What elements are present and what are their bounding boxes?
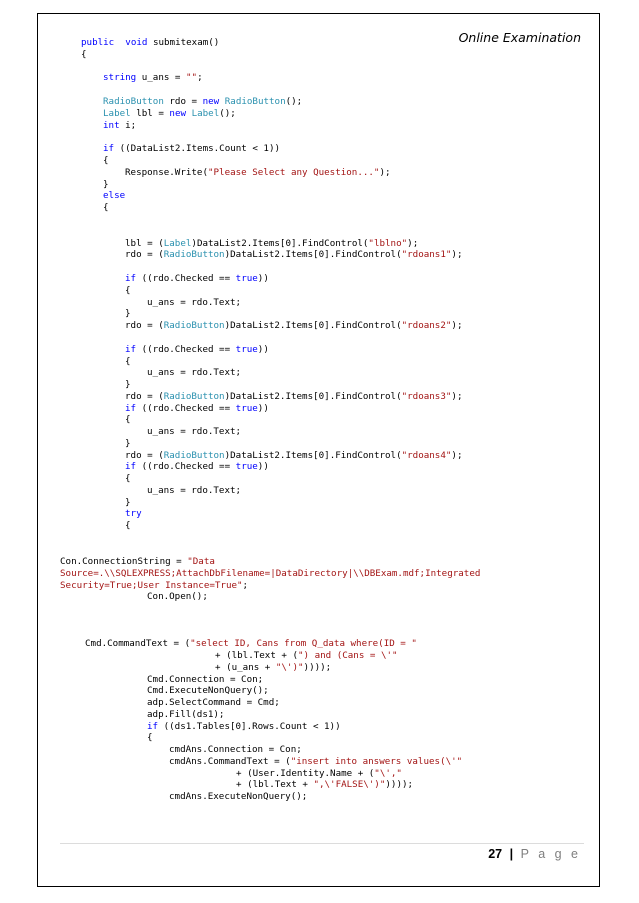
code-line bbox=[147, 426, 241, 437]
code-line bbox=[103, 202, 109, 213]
code-token: } bbox=[125, 308, 131, 319]
code-token: "rdoans4" bbox=[401, 450, 452, 461]
code-line bbox=[60, 580, 248, 591]
code-line bbox=[125, 320, 462, 331]
code-token: true bbox=[235, 273, 258, 284]
code-token: RadioButton bbox=[224, 96, 286, 107]
code-token: "Data bbox=[187, 556, 215, 567]
code-token: rdo = ( bbox=[125, 391, 164, 402]
code-token: else bbox=[103, 190, 126, 201]
code-token: } bbox=[103, 179, 109, 190]
page-footer bbox=[488, 847, 581, 861]
code-token: if bbox=[125, 461, 137, 472]
code-token: Label bbox=[191, 108, 220, 119]
page-number: 27 bbox=[488, 847, 503, 861]
code-token: { bbox=[125, 520, 131, 531]
code-line bbox=[81, 49, 87, 60]
code-token: RadioButton bbox=[163, 249, 225, 260]
code-token: )) bbox=[257, 273, 269, 284]
code-token: Security=True;User Instance=True" bbox=[60, 580, 243, 591]
code-token: )))); bbox=[385, 779, 414, 790]
code-token: "" bbox=[186, 72, 198, 83]
code-token: { bbox=[125, 356, 131, 367]
code-token: "rdoans2" bbox=[401, 320, 452, 331]
code-token: Label bbox=[163, 238, 192, 249]
code-line bbox=[147, 674, 263, 685]
code-token: u_ans = rdo.Text; bbox=[147, 367, 242, 378]
code-token: } bbox=[125, 497, 131, 508]
code-token: )DataList2.Items[0].FindControl( bbox=[224, 391, 402, 402]
code-line bbox=[125, 403, 269, 414]
code-token: { bbox=[125, 285, 131, 296]
code-token: "\'," bbox=[374, 768, 402, 779]
code-token: Cmd.ExecuteNonQuery(); bbox=[147, 685, 269, 696]
code-line bbox=[236, 768, 402, 779]
code-token: "rdoans1" bbox=[401, 249, 452, 260]
code-token: if bbox=[125, 403, 137, 414]
code-line bbox=[125, 249, 462, 260]
code-token: + (lbl.Text + ( bbox=[215, 650, 298, 661]
code-token: "lblno" bbox=[368, 238, 408, 249]
code-line bbox=[103, 190, 125, 201]
code-token: ((rdo.Checked == bbox=[136, 344, 236, 355]
code-token: + (User.Identity.Name + ( bbox=[236, 768, 375, 779]
code-line bbox=[147, 297, 241, 308]
code-token: Response.Write( bbox=[125, 167, 208, 178]
code-token: u_ans = rdo.Text; bbox=[147, 485, 242, 496]
code-line bbox=[125, 414, 131, 425]
page-label: P a g e bbox=[520, 847, 581, 861]
code-token: new bbox=[202, 96, 220, 107]
code-line bbox=[125, 308, 131, 319]
code-token: if bbox=[103, 143, 115, 154]
code-token: { bbox=[103, 202, 109, 213]
code-token: "Please Select any Question..." bbox=[207, 167, 380, 178]
code-token: string bbox=[103, 72, 137, 83]
code-line bbox=[125, 438, 131, 449]
code-token: public bbox=[81, 37, 115, 48]
code-line bbox=[215, 650, 398, 661]
code-token: ") and (Cans = \'" bbox=[297, 650, 398, 661]
code-line bbox=[169, 744, 302, 755]
code-token: ); bbox=[451, 320, 463, 331]
code-token: { bbox=[125, 473, 131, 484]
code-token: )) bbox=[257, 344, 269, 355]
code-line bbox=[169, 791, 307, 802]
code-line bbox=[85, 638, 417, 649]
code-token: RadioButton bbox=[103, 96, 164, 107]
code-token: rdo = ( bbox=[125, 249, 164, 260]
code-token: ((rdo.Checked == bbox=[136, 273, 236, 284]
code-line bbox=[236, 779, 413, 790]
code-token: int bbox=[103, 120, 120, 131]
code-token: ((rdo.Checked == bbox=[136, 403, 236, 414]
code-token: lbl = ( bbox=[125, 238, 164, 249]
code-token: Cmd.CommandText = ( bbox=[85, 638, 191, 649]
code-line bbox=[147, 367, 241, 378]
code-token: lbl = bbox=[130, 108, 170, 119]
code-line bbox=[215, 662, 331, 673]
code-line bbox=[103, 179, 109, 190]
code-token: "select ID, Cans from Q_data where(ID = " bbox=[190, 638, 417, 649]
code-token: ); bbox=[407, 238, 419, 249]
code-token: { bbox=[125, 414, 131, 425]
code-token: )DataList2.Items[0].FindControl( bbox=[224, 320, 402, 331]
code-line bbox=[147, 591, 208, 602]
code-token: + (u_ans + bbox=[215, 662, 276, 673]
code-token: ((DataList2.Items.Count < 1)) bbox=[114, 143, 281, 154]
code-token: Con.Open(); bbox=[147, 591, 208, 602]
code-token: ); bbox=[451, 249, 463, 260]
code-token: i; bbox=[119, 120, 137, 131]
code-line bbox=[125, 461, 269, 472]
code-token: )DataList2.Items[0].FindControl( bbox=[191, 238, 369, 249]
code-line bbox=[125, 285, 131, 296]
code-token: Cmd.Connection = Con; bbox=[147, 674, 264, 685]
code-line bbox=[147, 732, 153, 743]
code-token: ; bbox=[197, 72, 203, 83]
code-token: )DataList2.Items[0].FindControl( bbox=[224, 249, 402, 260]
code-line bbox=[125, 497, 131, 508]
code-line bbox=[125, 167, 391, 178]
code-token: )) bbox=[257, 403, 269, 414]
code-token: + (lbl.Text + bbox=[236, 779, 314, 790]
code-token: RadioButton bbox=[163, 391, 225, 402]
code-token: )))); bbox=[303, 662, 332, 673]
code-line bbox=[81, 37, 219, 48]
code-token: new bbox=[169, 108, 187, 119]
code-line bbox=[125, 450, 462, 461]
code-token: if bbox=[147, 721, 159, 732]
code-token: rdo = ( bbox=[125, 450, 164, 461]
code-token: rdo = ( bbox=[125, 320, 164, 331]
code-line bbox=[103, 155, 109, 166]
code-token: )) bbox=[257, 461, 269, 472]
code-line bbox=[125, 508, 142, 519]
code-line bbox=[125, 238, 418, 249]
code-token: { bbox=[147, 732, 153, 743]
code-token: try bbox=[125, 508, 142, 519]
code-token: ); bbox=[379, 167, 391, 178]
code-line bbox=[103, 96, 302, 107]
code-token: } bbox=[125, 438, 131, 449]
code-line bbox=[125, 273, 269, 284]
code-token: rdo = bbox=[163, 96, 203, 107]
code-token: ); bbox=[451, 391, 463, 402]
code-token: Con.ConnectionString = bbox=[60, 556, 188, 567]
code-token: { bbox=[81, 49, 87, 60]
footer-rule bbox=[60, 843, 584, 844]
code-line bbox=[125, 391, 462, 402]
code-token: Label bbox=[103, 108, 131, 119]
code-token: true bbox=[235, 344, 258, 355]
code-line bbox=[125, 473, 131, 484]
code-token: )DataList2.Items[0].FindControl( bbox=[224, 450, 402, 461]
code-line bbox=[147, 685, 269, 696]
code-token: (); bbox=[219, 108, 236, 119]
code-token: adp.SelectCommand = Cmd; bbox=[147, 697, 280, 708]
code-token: cmdAns.ExecuteNonQuery(); bbox=[169, 791, 308, 802]
code-token: if bbox=[125, 344, 137, 355]
code-line bbox=[103, 120, 136, 131]
code-token: cmdAns.CommandText = ( bbox=[169, 756, 291, 767]
code-token: "insert into answers values(\'" bbox=[290, 756, 463, 767]
code-token: true bbox=[235, 403, 258, 414]
code-token: u_ans = bbox=[136, 72, 186, 83]
code-line bbox=[103, 143, 280, 154]
code-line bbox=[147, 697, 280, 708]
code-token: RadioButton bbox=[163, 320, 225, 331]
footer-separator: | bbox=[509, 847, 514, 861]
code-token: "\')" bbox=[275, 662, 304, 673]
code-token: cmdAns.Connection = Con; bbox=[169, 744, 302, 755]
code-token: if bbox=[125, 273, 137, 284]
code-token: { bbox=[103, 155, 109, 166]
code-line bbox=[103, 72, 203, 83]
code-line bbox=[125, 356, 131, 367]
code-token: ); bbox=[451, 450, 463, 461]
code-token bbox=[114, 37, 125, 48]
code-token: u_ans = rdo.Text; bbox=[147, 297, 242, 308]
code-token: adp.Fill(ds1); bbox=[147, 709, 225, 720]
code-token: (); bbox=[285, 96, 303, 107]
code-line bbox=[169, 756, 462, 767]
code-line bbox=[125, 379, 131, 390]
code-token: true bbox=[235, 461, 258, 472]
code-token: ((rdo.Checked == bbox=[136, 461, 236, 472]
code-line bbox=[147, 709, 224, 720]
code-line bbox=[60, 568, 480, 579]
code-token: submitexam() bbox=[147, 37, 220, 48]
page-header-title: Online Examination bbox=[458, 30, 581, 45]
code-line bbox=[60, 556, 215, 567]
code-token: void bbox=[125, 37, 148, 48]
code-token: Source=.\\SQLEXPRESS;AttachDbFilename=|DataDirectory|\\DBExam.mdf;Integrated bbox=[60, 568, 481, 579]
code-token: ; bbox=[242, 580, 249, 591]
code-token: RadioButton bbox=[163, 450, 225, 461]
code-token: } bbox=[125, 379, 131, 390]
code-token: "rdoans3" bbox=[401, 391, 452, 402]
code-line bbox=[147, 721, 341, 732]
code-token: ((ds1.Tables[0].Rows.Count < 1)) bbox=[158, 721, 341, 732]
code-line bbox=[147, 485, 241, 496]
code-line bbox=[103, 108, 236, 119]
code-line bbox=[125, 520, 131, 531]
code-line bbox=[125, 344, 269, 355]
code-token: u_ans = rdo.Text; bbox=[147, 426, 242, 437]
code-token: ",\'FALSE\')" bbox=[313, 779, 386, 790]
